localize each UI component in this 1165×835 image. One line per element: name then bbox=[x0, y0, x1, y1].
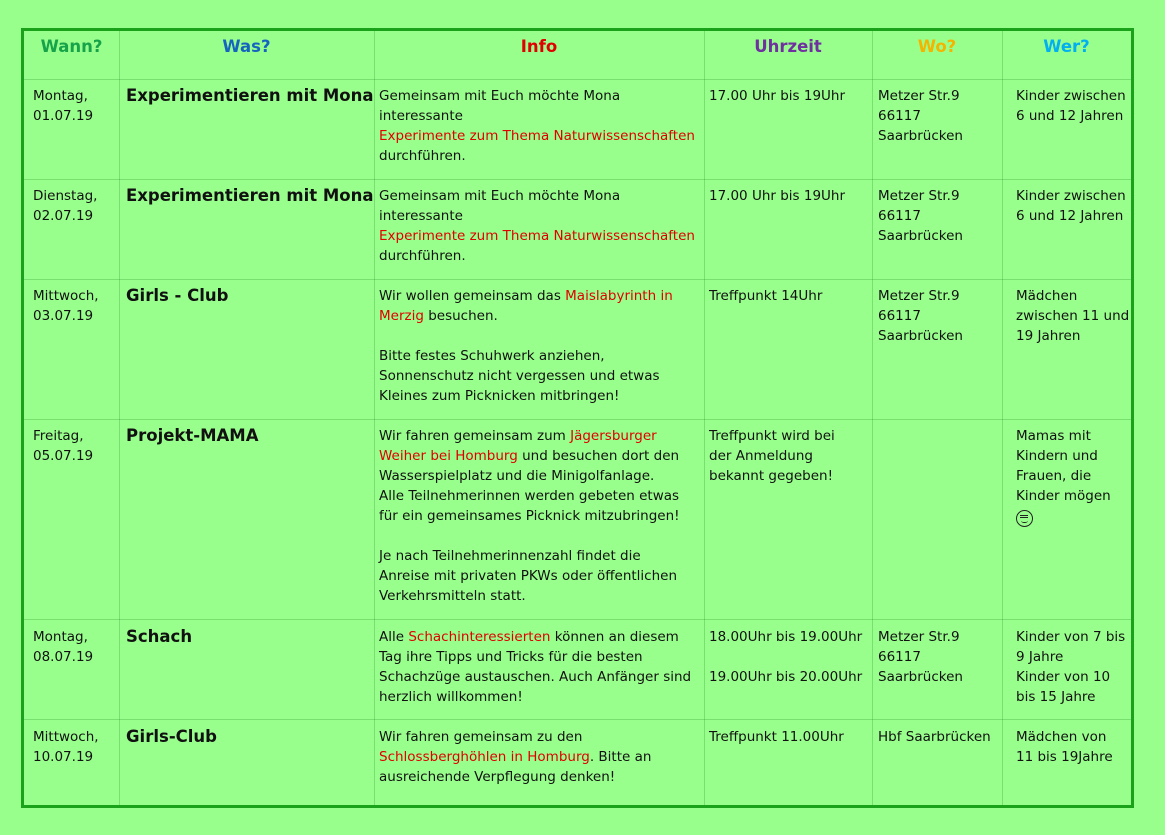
info-text: . Bitte an bbox=[589, 749, 652, 765]
place-line: 66117 bbox=[878, 308, 921, 324]
place-line: Saarbrücken bbox=[878, 669, 963, 685]
place-line: 66117 bbox=[878, 108, 921, 124]
info-text: Kleines zum Picknicken mitbringen! bbox=[379, 388, 620, 404]
audience-line: Kinder von 10 bbox=[1016, 669, 1111, 685]
audience-line: 9 Jahre bbox=[1016, 649, 1064, 665]
time-cell bbox=[709, 627, 871, 687]
wink-smiley-icon bbox=[1016, 510, 1033, 527]
header-uhrzeit: Uhrzeit bbox=[754, 37, 822, 56]
info-line bbox=[379, 326, 701, 346]
info-cell bbox=[379, 286, 701, 406]
info-line bbox=[379, 767, 701, 787]
column-divider bbox=[704, 31, 705, 805]
place-line: Metzer Str.9 bbox=[878, 88, 960, 104]
time-cell bbox=[709, 426, 871, 486]
date-cell bbox=[33, 186, 117, 226]
info-line bbox=[379, 586, 701, 606]
time-cell bbox=[709, 727, 871, 747]
info-line bbox=[379, 687, 701, 707]
info-text: Schachzüge austauschen. Auch Anfänger sind bbox=[379, 669, 692, 685]
place-line: Saarbrücken bbox=[878, 228, 963, 244]
info-line bbox=[379, 346, 701, 366]
info-cell bbox=[379, 627, 701, 707]
date: 05.07.19 bbox=[33, 448, 94, 464]
info-line bbox=[379, 727, 701, 747]
place-line: 66117 bbox=[878, 208, 921, 224]
place-cell bbox=[878, 286, 1006, 346]
date-cell bbox=[33, 727, 117, 767]
info-line bbox=[379, 226, 701, 246]
info-text: Sonnenschutz nicht vergessen und etwas bbox=[379, 368, 660, 384]
audience-line: bis 15 Jahre bbox=[1016, 689, 1096, 705]
audience-line: Kinder zwischen bbox=[1016, 88, 1126, 104]
info-text: durchführen. bbox=[379, 148, 466, 164]
header-wer: Wer? bbox=[1043, 37, 1090, 56]
info-highlight: Experimente zum Thema Naturwissenschaften bbox=[379, 228, 695, 244]
info-line bbox=[379, 126, 701, 146]
place-line: Metzer Str.9 bbox=[878, 629, 960, 645]
info-line bbox=[379, 566, 701, 586]
info-text: interessante bbox=[379, 208, 463, 224]
info-text: Anreise mit privaten PKWs oder öffentlichen bbox=[379, 568, 678, 584]
info-text: Gemeinsam mit Euch möchte Mona bbox=[379, 88, 621, 104]
audience-line: Kinder zwischen bbox=[1016, 188, 1126, 204]
place-cell bbox=[878, 727, 1006, 747]
weekday: Dienstag, bbox=[33, 188, 98, 204]
audience-line: Kinder von 7 bis bbox=[1016, 629, 1126, 645]
time-line: 19.00Uhr bis 20.00Uhr bbox=[709, 669, 863, 685]
audience-line: 6 und 12 Jahren bbox=[1016, 208, 1124, 224]
row-divider bbox=[24, 719, 1131, 720]
info-line bbox=[379, 526, 701, 546]
time-line: 17.00 Uhr bis 19Uhr bbox=[709, 188, 846, 204]
audience-cell bbox=[1016, 627, 1136, 707]
info-line bbox=[379, 486, 701, 506]
info-line bbox=[379, 426, 701, 446]
info-line bbox=[379, 146, 701, 166]
place-line: Metzer Str.9 bbox=[878, 188, 960, 204]
info-text: Bitte festes Schuhwerk anziehen, bbox=[379, 348, 605, 364]
row-divider bbox=[24, 279, 1131, 280]
place-line: 66117 bbox=[878, 649, 921, 665]
place-cell bbox=[878, 86, 1006, 146]
event-title: Girls - Club bbox=[126, 286, 229, 305]
time-line: der Anmeldung bbox=[709, 448, 813, 464]
date-cell bbox=[33, 286, 117, 326]
date: 01.07.19 bbox=[33, 108, 94, 124]
date-cell bbox=[33, 627, 117, 667]
info-text: können an diesem bbox=[550, 629, 679, 645]
info-text: Alle bbox=[379, 629, 409, 645]
date: 02.07.19 bbox=[33, 208, 94, 224]
info-text: Wasserspielplatz und die Minigolfanlage. bbox=[379, 468, 655, 484]
info-highlight: Jägersburger bbox=[570, 428, 657, 444]
info-text: Tag ihre Tipps und Tricks für die besten bbox=[379, 649, 643, 665]
column-divider bbox=[1002, 31, 1003, 805]
info-line bbox=[379, 306, 701, 326]
info-line bbox=[379, 446, 701, 466]
audience-cell bbox=[1016, 286, 1136, 346]
date-cell bbox=[33, 86, 117, 126]
info-highlight: Weiher bei Homburg bbox=[379, 448, 518, 464]
column-divider bbox=[374, 31, 375, 805]
place-line: Hbf Saarbrücken bbox=[878, 729, 991, 745]
header-info: Info bbox=[520, 37, 558, 56]
audience-line: 11 bis 19Jahre bbox=[1016, 749, 1113, 765]
info-cell bbox=[379, 186, 701, 266]
info-cell bbox=[379, 426, 701, 606]
audience-cell bbox=[1016, 426, 1136, 527]
row-divider bbox=[24, 619, 1131, 620]
info-highlight: Schachinteressierten bbox=[408, 629, 551, 645]
info-line bbox=[379, 206, 701, 226]
info-highlight: Merzig bbox=[379, 308, 424, 324]
audience-cell bbox=[1016, 186, 1136, 226]
info-text: Je nach Teilnehmerinnenzahl findet die bbox=[379, 548, 641, 564]
audience-line: Frauen, die bbox=[1016, 468, 1092, 484]
time-line bbox=[709, 647, 871, 667]
info-text: ausreichende Verpflegung denken! bbox=[379, 769, 616, 785]
info-line bbox=[379, 386, 701, 406]
event-title: Projekt-MAMA bbox=[126, 426, 259, 445]
audience-line: Mädchen von bbox=[1016, 729, 1107, 745]
time-cell bbox=[709, 186, 871, 206]
time-line: Treffpunkt 14Uhr bbox=[709, 288, 823, 304]
time-line: Treffpunkt 11.00Uhr bbox=[709, 729, 844, 745]
weekday: Mittwoch, bbox=[33, 729, 99, 745]
weekday: Montag, bbox=[33, 629, 88, 645]
date: 08.07.19 bbox=[33, 649, 94, 665]
info-text: Wir wollen gemeinsam das bbox=[379, 288, 566, 304]
header-wo: Wo? bbox=[917, 37, 957, 56]
info-cell bbox=[379, 727, 701, 787]
audience-line: Kinder mögen bbox=[1016, 488, 1111, 504]
event-title: Experimentieren mit Mona bbox=[126, 186, 374, 205]
info-highlight: Experimente zum Thema Naturwissenschaften bbox=[379, 128, 695, 144]
audience-line: Kindern und bbox=[1016, 448, 1098, 464]
audience-line: zwischen 11 und bbox=[1016, 308, 1130, 324]
event-title: Girls-Club bbox=[126, 727, 217, 746]
event-title: Schach bbox=[126, 627, 193, 646]
info-text: durchführen. bbox=[379, 248, 466, 264]
info-line bbox=[379, 667, 701, 687]
date: 10.07.19 bbox=[33, 749, 94, 765]
info-text: Wir fahren gemeinsam zum bbox=[379, 428, 571, 444]
weekday: Montag, bbox=[33, 88, 88, 104]
place-line: Metzer Str.9 bbox=[878, 288, 960, 304]
info-cell bbox=[379, 86, 701, 166]
info-line bbox=[379, 747, 701, 767]
info-text: Gemeinsam mit Euch möchte Mona bbox=[379, 188, 621, 204]
column-divider bbox=[119, 31, 120, 805]
info-line bbox=[379, 546, 701, 566]
info-text: Alle Teilnehmerinnen werden gebeten etwas bbox=[379, 488, 680, 504]
info-highlight: Schlossberghöhlen in Homburg bbox=[379, 749, 590, 765]
info-text: herzlich willkommen! bbox=[379, 689, 523, 705]
event-title: Experimentieren mit Mona bbox=[126, 86, 374, 105]
time-line: 17.00 Uhr bis 19Uhr bbox=[709, 88, 846, 104]
info-line bbox=[379, 466, 701, 486]
date-cell bbox=[33, 426, 117, 466]
place-cell bbox=[878, 186, 1006, 246]
info-text: besuchen. bbox=[423, 308, 498, 324]
weekday: Mittwoch, bbox=[33, 288, 99, 304]
info-line bbox=[379, 246, 701, 266]
audience-cell bbox=[1016, 727, 1136, 767]
row-divider bbox=[24, 79, 1131, 80]
time-line: Treffpunkt wird bei bbox=[709, 428, 835, 444]
header-was: Was? bbox=[222, 37, 271, 56]
date: 03.07.19 bbox=[33, 308, 94, 324]
info-text: für ein gemeinsames Picknick mitzubringen! bbox=[379, 508, 680, 524]
column-divider bbox=[872, 31, 873, 805]
row-divider bbox=[24, 419, 1131, 420]
info-line bbox=[379, 506, 701, 526]
schedule-table bbox=[21, 28, 1134, 808]
info-text: Verkehrsmitteln statt. bbox=[379, 588, 526, 604]
audience-line: 19 Jahren bbox=[1016, 328, 1081, 344]
audience-line: Mamas mit bbox=[1016, 428, 1091, 444]
place-line: Saarbrücken bbox=[878, 328, 963, 344]
time-line: 18.00Uhr bis 19.00Uhr bbox=[709, 629, 863, 645]
time-cell bbox=[709, 86, 871, 106]
info-line bbox=[379, 647, 701, 667]
place-cell bbox=[878, 627, 1006, 687]
audience-cell bbox=[1016, 86, 1136, 126]
info-text: interessante bbox=[379, 108, 463, 124]
header-wann: Wann? bbox=[40, 37, 103, 56]
info-line bbox=[379, 106, 701, 126]
audience-line: Mädchen bbox=[1016, 288, 1078, 304]
row-divider bbox=[24, 179, 1131, 180]
info-line bbox=[379, 286, 701, 306]
audience-line: 6 und 12 Jahren bbox=[1016, 108, 1124, 124]
info-text: und besuchen dort den bbox=[517, 448, 680, 464]
info-text: Wir fahren gemeinsam zu den bbox=[379, 729, 583, 745]
info-line bbox=[379, 186, 701, 206]
info-line bbox=[379, 627, 701, 647]
info-highlight: Maislabyrinth in bbox=[565, 288, 673, 304]
time-cell bbox=[709, 286, 871, 306]
time-line: bekannt gegeben! bbox=[709, 468, 834, 484]
weekday: Freitag, bbox=[33, 428, 84, 444]
place-line: Saarbrücken bbox=[878, 128, 963, 144]
info-line bbox=[379, 86, 701, 106]
info-line bbox=[379, 366, 701, 386]
